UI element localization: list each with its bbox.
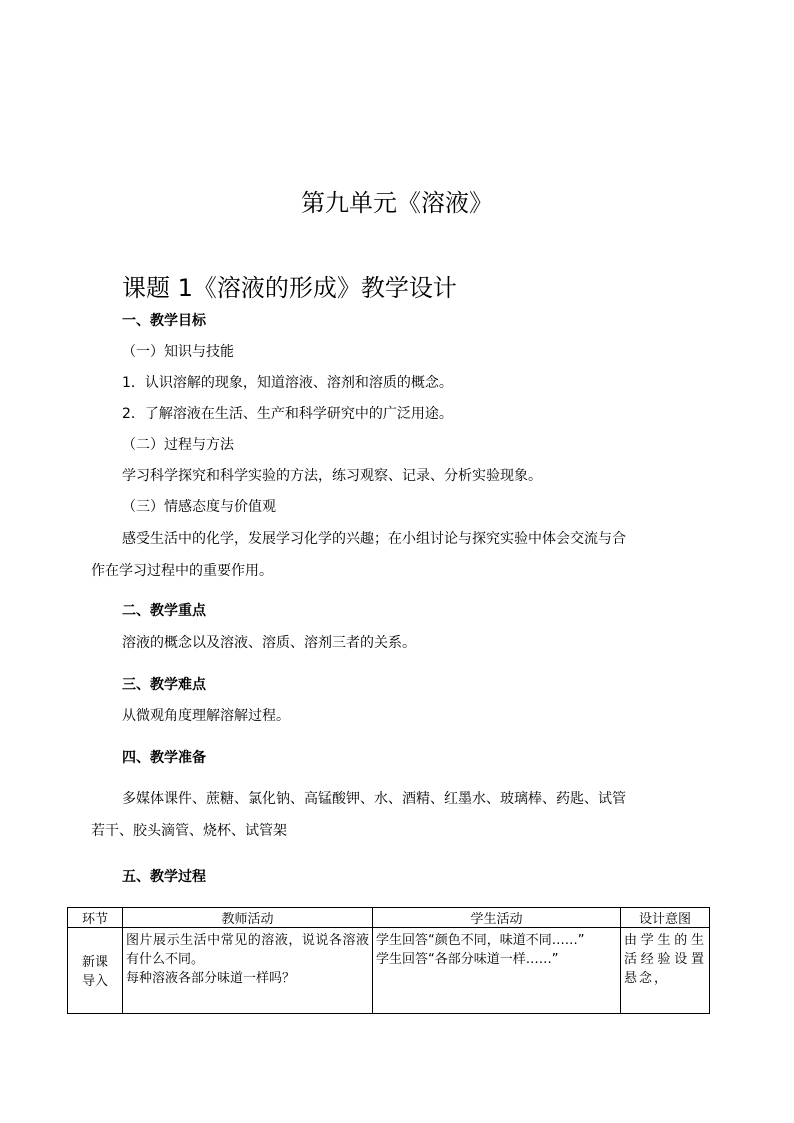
attitude-text-line1: 感受生活中的化学，发展学习化学的兴趣；在小组讨论与探究实验中体会交流与合 bbox=[122, 531, 626, 547]
design-intent-text: 由学生的生活经验设置悬念， bbox=[624, 933, 706, 986]
section-heading-objectives: 一、教学目标 bbox=[122, 313, 206, 329]
lesson-title: 课题 1《溶液的形成》教学设计 bbox=[122, 274, 457, 302]
teacher-activity-text: 图片展示生活中常见的溶液，说说各溶液有什么不同。 bbox=[126, 933, 369, 967]
stage-cell bbox=[68, 928, 123, 1014]
teacher-activity-text: 每种溶液各部分味道一样吗？ bbox=[126, 971, 296, 986]
header-teacher-activity: 教师活动 bbox=[123, 908, 373, 928]
difficulties-text: 从微观角度理解溶解过程。 bbox=[122, 708, 290, 724]
unit-title: 第九单元《溶液》 bbox=[301, 189, 493, 217]
table-row bbox=[68, 928, 710, 1014]
stage-line: 新课 bbox=[81, 955, 108, 970]
design-intent-cell bbox=[621, 928, 710, 1014]
stage-line: 导入 bbox=[81, 974, 108, 989]
teacher-activity-cell bbox=[123, 928, 373, 1014]
attitude-text-line2: 作在学习过程中的重要作用。 bbox=[91, 563, 273, 579]
process-text: 学习科学探究和科学实验的方法，练习观察、记录、分析实验现象。 bbox=[122, 468, 542, 484]
section-heading-preparation: 四、教学准备 bbox=[122, 750, 206, 766]
header-student-activity: 学生活动 bbox=[373, 908, 621, 928]
section-heading-process: 五、教学过程 bbox=[122, 869, 206, 885]
header-stage: 环节 bbox=[68, 908, 123, 928]
table-header-row bbox=[68, 908, 710, 928]
student-activity-text: 学生回答“各部分味道一样……” bbox=[376, 952, 559, 967]
section-heading-key-points: 二、教学重点 bbox=[122, 603, 206, 619]
header-design-intent: 设计意图 bbox=[621, 908, 710, 928]
section-heading-difficulties: 三、教学难点 bbox=[122, 677, 206, 693]
teaching-process-table bbox=[67, 907, 710, 1014]
key-points-text: 溶液的概念以及溶液、溶质、溶剂三者的关系。 bbox=[122, 635, 416, 651]
student-activity-cell bbox=[373, 928, 621, 1014]
subheading-process: （二）过程与方法 bbox=[122, 437, 234, 453]
preparation-text-line1: 多媒体课件、蔗糖、氯化钠、高锰酸钾、水、酒精、红墨水、玻璃棒、药匙、试管 bbox=[122, 791, 626, 807]
preparation-text-line2: 若干、胶头滴管、烧杯、试管架 bbox=[91, 823, 287, 839]
student-activity-text: 学生回答“颜色不同，味道不同……” bbox=[376, 933, 585, 948]
subheading-attitude: （三）情感态度与价值观 bbox=[122, 499, 276, 515]
subheading-knowledge: （一）知识与技能 bbox=[122, 344, 234, 360]
objective-item-2: 2．了解溶液在生活、生产和科学研究中的广泛用途。 bbox=[122, 406, 453, 422]
objective-item-1: 1．认识溶解的现象，知道溶液、溶剂和溶质的概念。 bbox=[122, 375, 453, 391]
